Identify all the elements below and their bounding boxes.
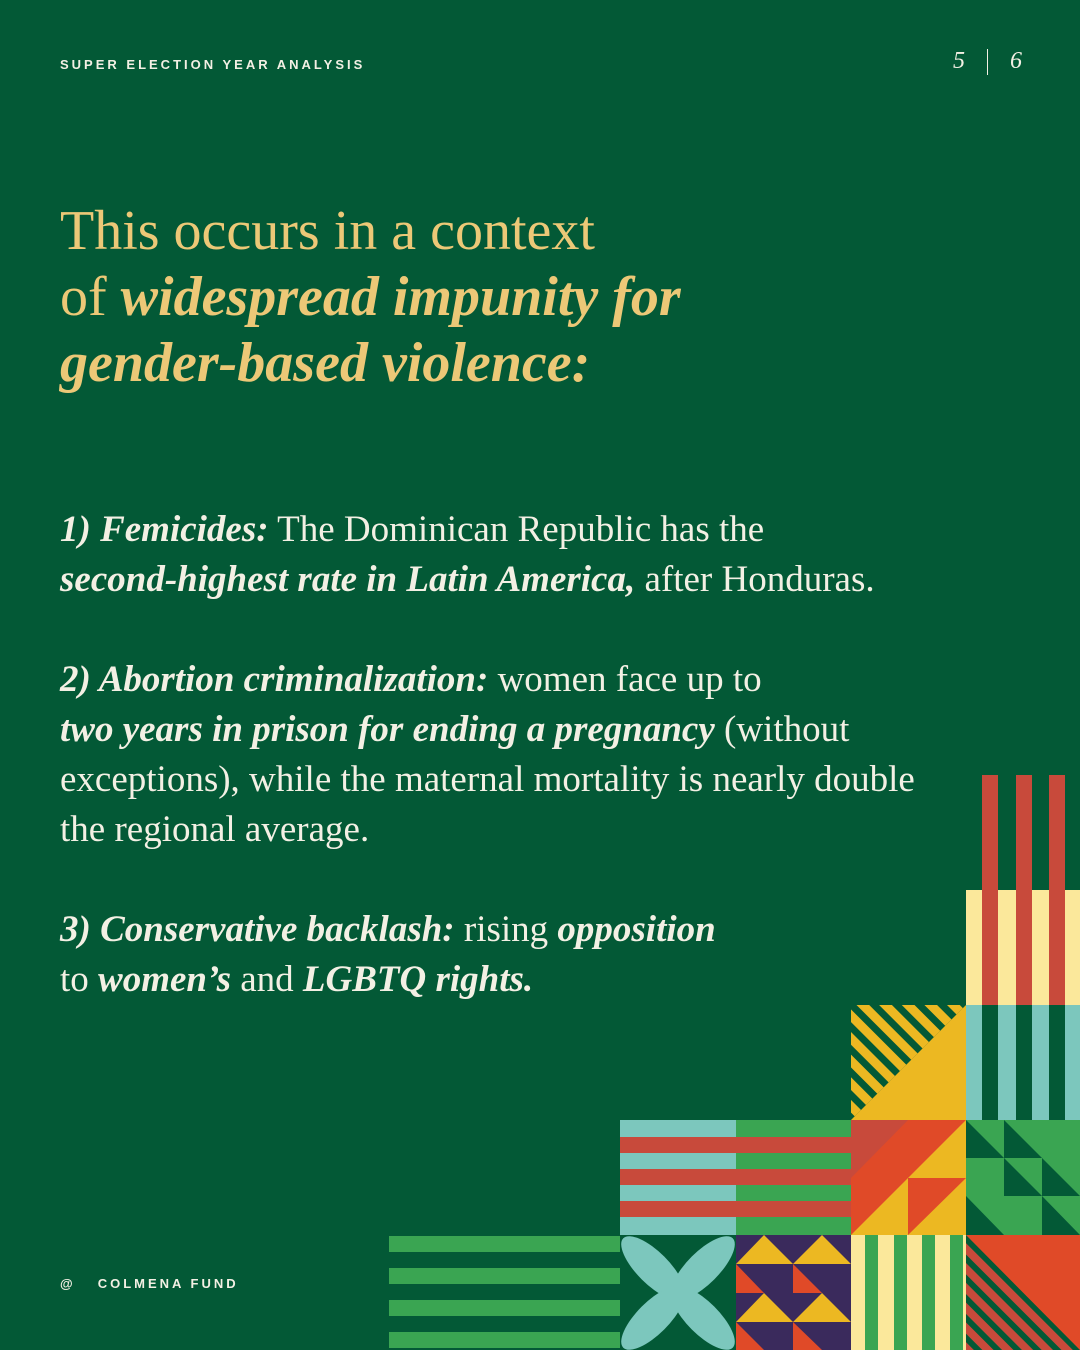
point-label: 2) Abortion criminalization: [60,659,489,700]
leaf-motif [612,1227,744,1350]
purple-triangle-block [736,1235,851,1350]
at-symbol: @ [60,1276,76,1291]
point-emphasis: second-highest rate in Latin America, [60,559,636,600]
red-diagonal-block [966,1235,1080,1350]
point-emphasis: opposition [557,909,716,950]
green-horizontal-bars [389,1236,620,1348]
headline-plain: of [60,266,121,328]
point-text-mid-2: and [230,959,303,1000]
point-emphasis: two years in prison for ending a pregnancy [60,709,715,750]
teal-block [966,1005,1080,1120]
point-text-end: after Honduras. [635,559,875,600]
page-total: 6 [1010,48,1022,74]
series-eyebrow: SUPER ELECTION YEAR ANALYSIS [60,57,366,72]
brand-name: COLMENA FUND [97,1276,239,1291]
point-label: 3) Conservative backlash: [60,909,455,950]
diagonal-triangle-block [851,1005,966,1120]
page-current: 5 [953,48,965,74]
point-text-mid: to [60,959,99,1000]
point-text-end: (without exceptions), while the maternal mortality is nearly double the regional average. [60,709,915,850]
point-text: women face up to [488,659,762,700]
triangle-block-green [966,1120,1080,1235]
triangle-block-red [851,1120,966,1235]
headline-line-1: This occurs in a context [60,200,595,262]
horizontal-stripes-teal [620,1120,736,1235]
point-text: rising [454,909,558,950]
headline-emphasis: widespread impunity for [120,266,681,328]
cream-block [966,890,1080,1005]
point-emphasis-3: LGBTQ rights. [302,959,534,1000]
point-text: The Dominican Republic has the [268,509,765,550]
headline-line-3: gender-based violence: [60,332,591,394]
point-emphasis-2: women’s [98,959,231,1000]
point-label: 1) Femicides: [60,509,269,550]
horizontal-stripes-green [736,1120,851,1235]
cream-vertical-stripes [851,1235,966,1350]
